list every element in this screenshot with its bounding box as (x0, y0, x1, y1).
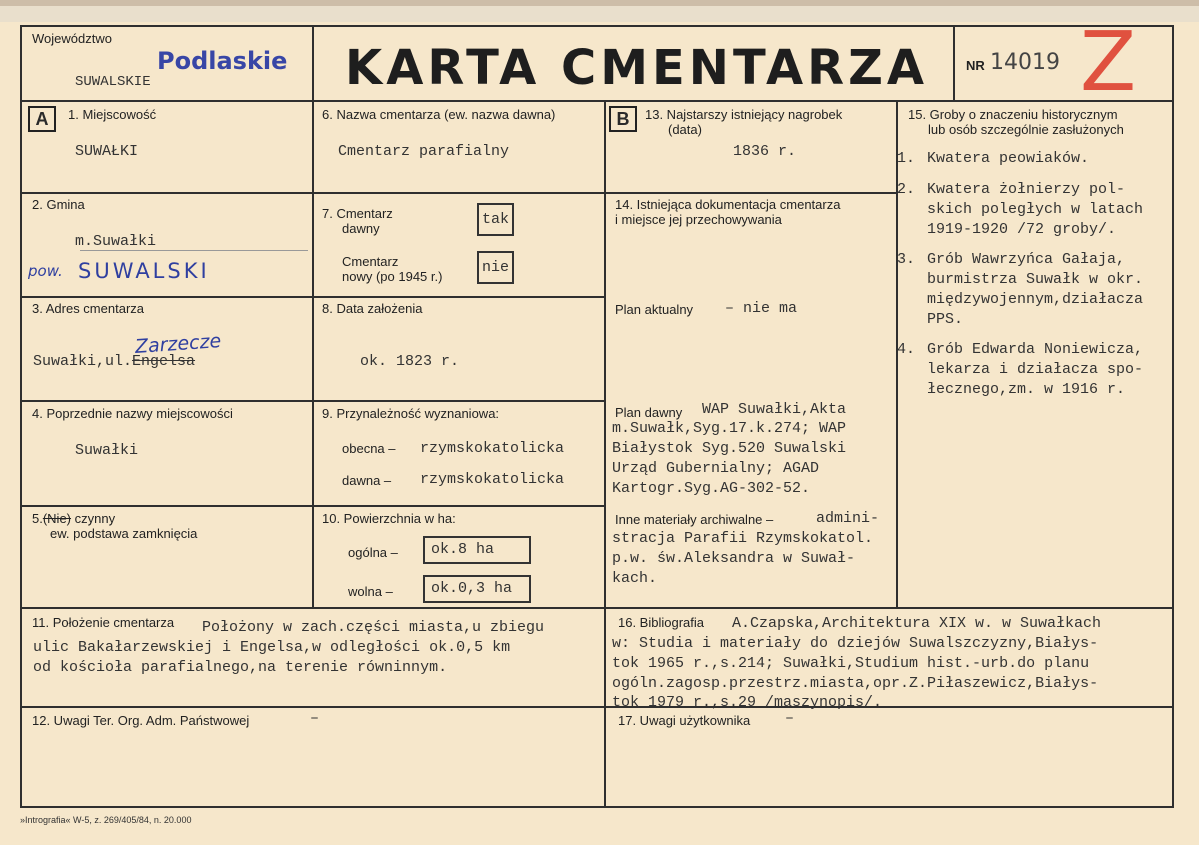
f14-inne-line-3: p.w. św.Aleksandra w Suwał- (612, 550, 856, 567)
f15-item-4-line-2: lekarza i działacza spo- (927, 361, 1144, 378)
f15-item-2-line-3: 1919-1920 /72 groby/. (927, 221, 1117, 238)
tape-strip (0, 0, 1199, 6)
f14-plan-dawny-line-2: m.Suwałk,Syg.17.k.274; WAP (612, 420, 847, 437)
f14-label-1: 14. Istniejąca dokumentacja cmentarza (615, 197, 841, 212)
f10-wolna-label: wolna – (348, 584, 393, 599)
f17-value: – (785, 710, 795, 727)
f3-value-prefix: Suwałki,ul. (33, 353, 133, 370)
f16-line-3: tok 1965 r.,s.214; Suwałki,Studium hist.-urb.do planu (612, 655, 1090, 672)
line-h6 (20, 706, 1174, 708)
f1-label: 1. Miejscowość (68, 107, 157, 122)
line-h5 (20, 607, 1174, 609)
border-left (20, 25, 22, 808)
line-h2 (20, 296, 606, 298)
f12-value: – (310, 710, 320, 727)
f14-plan-dawny-line-4: Urząd Gubernialny; AGAD (612, 460, 820, 477)
f11-line-2: ulic Bakałarzewskiej i Engelsa,w odległości ok.0,5 km (33, 639, 511, 656)
f16-label: 16. Bibliografia (618, 615, 704, 630)
card-title: KARTA CMENTARZA (345, 40, 929, 96)
f14-plan-dawny-line-1: WAP Suwałki,Akta (702, 401, 847, 418)
f14-inne-line-1: admini- (816, 510, 880, 527)
f3-label: 3. Adres cmentarza (32, 301, 144, 316)
f4-value: Suwałki (75, 442, 139, 459)
f13-label-1: 13. Najstarszy istniejący nagrobek (645, 107, 843, 122)
f13-value: 1836 r. (733, 143, 797, 160)
line-h1b (606, 192, 898, 194)
f13-label-2: (data) (668, 122, 702, 137)
f15-item-1-line-1: Kwatera peowiaków. (927, 150, 1090, 167)
f7-nowy-label-1: Cmentarz (342, 254, 399, 269)
nr-label: NR (966, 58, 985, 73)
f14-plan-dawny-line-3: Białystok Syg.520 Suwalski (612, 440, 847, 457)
f10-wolna-box: ok.0,3 ha (423, 575, 531, 603)
f1-value: SUWAŁKI (75, 143, 139, 160)
f2-value: m.Suwałki (75, 233, 157, 250)
f15-item-2-num: 2. (897, 181, 916, 198)
f10-label: 10. Powierzchnia w ha: (322, 511, 456, 526)
f6-label: 6. Nazwa cmentarza (ew. nazwa dawna) (322, 107, 556, 122)
f9-dawna-label: dawna – (342, 473, 392, 488)
line-h1 (20, 192, 606, 194)
f14-plan-dawny-label: Plan dawny (615, 405, 683, 420)
f10-ogolna-box: ok.8 ha (423, 536, 531, 564)
f11-line-3: od kościoła parafialnego,na terenie równinnym. (33, 659, 448, 676)
f14-inne-line-4: kach. (612, 570, 658, 587)
voivodeship-label: Województwo (32, 31, 112, 46)
f16-line-4: ogóln.zagosp.przestrz.miasta,opr.Z.Piłaszewicz,Białys- (612, 675, 1099, 692)
f7-dawny-label: dawny (342, 221, 380, 236)
f5-label (32, 511, 115, 526)
f7-nowy-box: nie (477, 251, 514, 284)
f15-label-2: lub osób szczególnie zasłużonych (928, 122, 1124, 137)
voivodeship-stamp: Podlaskie (157, 47, 288, 75)
f10-ogolna-label: ogólna – (348, 545, 398, 560)
f15-item-3-num: 3. (897, 251, 916, 268)
f15-item-3-line-2: burmistrza Suwałk w okr. (927, 271, 1144, 288)
f6-value: Cmentarz parafialny (338, 143, 510, 160)
f7-dawny-box: tak (477, 203, 514, 236)
line-v-a (312, 100, 314, 608)
f8-label: 8. Data założenia (322, 301, 423, 316)
f9-dawna-value: rzymskokatolicka (420, 471, 565, 488)
f11-label: 11. Położenie cmentarza (32, 615, 175, 630)
border-top (20, 25, 1174, 27)
corner-mark: Z (1080, 15, 1137, 110)
f14-plan-aktualny-label: Plan aktualny (615, 302, 694, 317)
f15-item-3-line-4: PPS. (927, 311, 964, 328)
f14-plan-dawny-line-5: Kartogr.Syg.AG-302-52. (612, 480, 811, 497)
f9-label: 9. Przynależność wyznaniowa: (322, 406, 500, 421)
f5-struck: (Nie) (42, 511, 72, 526)
line-header-bottom (20, 100, 1174, 102)
f11-line-1: Położony w zach.części miasta,u zbiegu (202, 619, 545, 636)
f14-plan-aktualny-value: – nie ma (725, 300, 798, 317)
f15-item-4-line-3: łecznego,zm. w 1916 r. (927, 381, 1126, 398)
section-a-letter: A (28, 106, 56, 132)
f9-obecna-label: obecna – (342, 441, 396, 456)
print-footer: »Intrografia« W-5, z. 269/405/84, n. 20.000 (20, 815, 192, 825)
f8-value: ok. 1823 r. (360, 353, 460, 370)
f5-suffix: czynny (71, 511, 116, 526)
f16-line-5: tok 1979 r.,s.29 /maszynopis/. (612, 694, 883, 711)
f14-label-2: i miejsce jej przechowywania (615, 212, 782, 227)
f15-item-2-line-2: skich poległych w latach (927, 201, 1144, 218)
f12-label: 12. Uwagi Ter. Org. Adm. Państwowej (32, 713, 250, 728)
f17-label: 17. Uwagi użytkownika (618, 713, 751, 728)
line-header-v2 (953, 25, 955, 102)
f5-sublabel: ew. podstawa zamknięcia (50, 526, 198, 541)
f16-line-1: A.Czapska,Architektura XIX w. w Suwałkach (732, 615, 1102, 632)
f2-hand-value: SUWALSKI (78, 259, 210, 283)
line-header-v1 (312, 25, 314, 102)
f15-item-3-line-3: międzywojennym,działacza (927, 291, 1144, 308)
f5-prefix: 5. (32, 511, 43, 526)
f16-line-2: w: Studia i materiały do dziejów Suwalszczyzny,Białys- (612, 635, 1099, 652)
f2-hand-prefix: pow. (28, 262, 63, 280)
f15-item-3-line-1: Grób Wawrzyńca Gałaja, (927, 251, 1126, 268)
f4-label: 4. Poprzednie nazwy miejscowości (32, 406, 233, 421)
f3-hand-value: Zarzecze (134, 330, 222, 358)
line-v-mid (604, 100, 606, 808)
f15-item-4-line-1: Grób Edwarda Noniewicza, (927, 341, 1144, 358)
f14-inne-label: Inne materiały archiwalne – (615, 512, 774, 527)
line-h3 (20, 400, 606, 402)
f7-nowy-label-2: nowy (po 1945 r.) (342, 269, 443, 284)
f15-label-1: 15. Groby o znaczeniu historycznym (908, 107, 1118, 122)
f7-label: 7. Cmentarz (322, 206, 393, 221)
top-edge (0, 0, 1199, 22)
f15-item-4-num: 4. (897, 341, 916, 358)
border-bottom (20, 806, 1174, 808)
voivodeship-typed: SUWALSKIE (75, 74, 151, 90)
border-right (1172, 25, 1174, 808)
line-h4 (20, 505, 606, 507)
f9-obecna-value: rzymskokatolicka (420, 440, 565, 457)
section-b-letter: B (609, 106, 637, 132)
f2-label: 2. Gmina (32, 197, 85, 212)
f15-item-2-line-1: Kwatera żołnierzy pol- (927, 181, 1126, 198)
nr-value: 14019 (990, 50, 1060, 75)
f3-value-struck: Engelsa (132, 353, 196, 370)
f15-item-1-num: 1. (897, 150, 916, 167)
f14-inne-line-2: stracja Parafii Rzymskokatol. (612, 530, 874, 547)
